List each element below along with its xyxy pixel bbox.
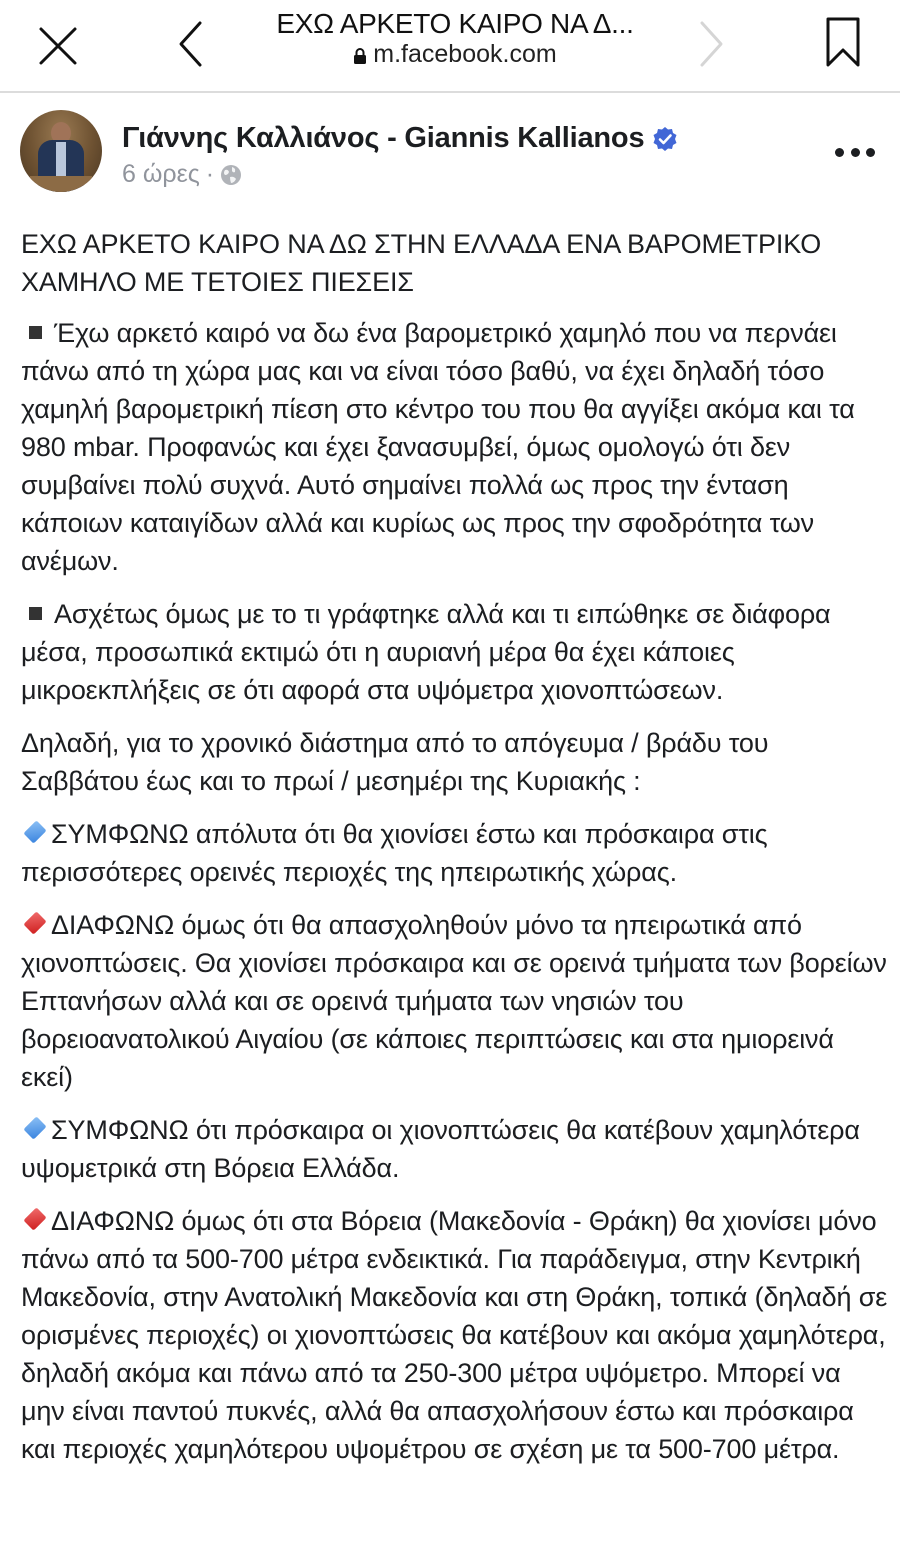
avatar[interactable]: [20, 110, 102, 192]
post-time[interactable]: 6 ώρες: [122, 160, 200, 188]
back-button[interactable]: [170, 16, 210, 72]
verified-badge-icon: [652, 126, 678, 152]
page-title: ΕΧΩ ΑΡΚΕΤΟ ΚΑΙΡΟ ΝΑ Δ...: [276, 8, 634, 39]
post-text: [21, 225, 891, 1483]
blue-diamond-icon: [23, 820, 46, 843]
url-display[interactable]: [250, 40, 660, 69]
post-paragraph: Δηλαδή, για το χρονικό διάστημα από το απόγευμα / βράδυ του Σαββάτου έως και το πρωί / μεσημέρι της Κυριακής :: [21, 728, 769, 796]
red-diamond-icon: [23, 1207, 46, 1230]
square-bullet-icon: [29, 326, 42, 339]
post-paragraph-disagree: ΔΙΑΦΩΝΩ όμως ότι θα απασχοληθούν μόνο τα ηπειρωτικά από χιονοπτώσεις. Θα χιονίσει πρόσκαιρα και σε ορεινά τμήματα των βορείων Επτανήσων αλλά και σε ορεινά τμήματα των νησιών του βορειοανατολικού Αιγαίου (σε κάποιες περιπτώσεις και στα ημιορεινά εκεί): [21, 910, 887, 1092]
bookmark-icon: [824, 16, 862, 68]
post-meta: [122, 160, 242, 189]
chevron-right-icon: [698, 20, 726, 68]
author-name-row: [122, 122, 678, 155]
forward-button[interactable]: [692, 16, 732, 72]
bookmark-button[interactable]: [820, 14, 866, 70]
globe-icon: [220, 164, 242, 186]
chevron-left-icon: [176, 20, 204, 68]
red-diamond-icon: [23, 911, 46, 934]
post-paragraph-disagree: ΔΙΑΦΩΝΩ όμως ότι στα Βόρεια (Μακεδονία - Θράκη) θα χιονίσει μόνο πάνω από τα 500-700 μέτρα ενδεικτικά. Για παράδειγμα, στην Κεντρική Μακεδονία, στην Ανατολική Μακεδονία και στη Θράκη, τοπικά (δηλαδή σε ορισμένες περιοχές) οι χιονοπτώσεις θα κατέβουν και ακόμα χαμηλότερα, δηλαδή ακόμα και πάνω από τα 250-300 μέτρα υψόμετρο. Μπορεί να μην είναι παντού πυκνές, αλλά θα απασχολήσουν έστω και πρόσκαιρα και περιοχές χαμηλότερου υψομέτρου σε σχέση με τα 500-700 μέτρα.: [21, 1206, 888, 1464]
meta-separator: ·: [205, 160, 215, 188]
post-headline: ΕΧΩ ΑΡΚΕΤΟ ΚΑΙΡΟ ΝΑ ΔΩ ΣΤΗΝ ΕΛΛΑΔΑ ΕΝΑ ΒΑΡΟΜΕΤΡΙΚΟ ΧΑΜΗΛΟ ΜΕ ΤΕΤΟΙΕΣ ΠΙΕΣΕΙΣ: [21, 229, 822, 297]
post-paragraph-agree: ΣΥΜΦΩΝΩ ότι πρόσκαιρα οι χιονοπτώσεις θα κατέβουν χαμηλότερα υψομετρικά στη Βόρεια Ελλάδα.: [21, 1115, 860, 1183]
blue-diamond-icon: [23, 1116, 46, 1139]
post-paragraph: Έχω αρκετό καιρό να δω ένα βαρομετρικό χαμηλό που να περνάει πάνω από τη χώρα μας και να είναι τόσο βαθύ, να έχει δηλαδή τόσο χαμηλή βαρομετρική πίεση στο κέντρο του που θα αγγίξει ακόμα και τα 980 mbar. Προφανώς και έχει ξανασυμβεί, όμως ομολογώ ότι δεν συμβαίνει πολύ συχνά. Αυτό σημαίνει πολλά ως προς την ένταση κάποιων καταιγίδων αλλά και κυρίως ως προς την σφοδρότητα των ανέμων.: [21, 318, 855, 576]
close-icon: [37, 25, 79, 67]
author-name[interactable]: Γιάννης Καλλιάνος - Giannis Kallianos: [122, 122, 645, 154]
square-bullet-icon: [29, 607, 42, 620]
post-paragraph-agree: ΣΥΜΦΩΝΩ απόλυτα ότι θα χιονίσει έστω και πρόσκαιρα στις περισσότερες ορεινές περιοχές της ηπειρωτικής χώρας.: [21, 819, 768, 887]
post-header: [0, 100, 900, 210]
url-text: m.facebook.com: [373, 40, 557, 68]
lock-icon: [353, 47, 367, 65]
post-paragraph: Ασχέτως όμως με το τι γράφτηκε αλλά και τι ειπώθηκε σε διάφορα μέσα, προσωπικά εκτιμώ ότι η αυριανή μέρα θα έχει κάποιες μικροεκπλήξεις σε ότι αφορά στα υψόμετρα χιονοπτώσεων.: [21, 599, 831, 705]
close-button[interactable]: [30, 18, 86, 74]
browser-toolbar: [0, 0, 900, 93]
more-dots-icon: [835, 148, 844, 157]
more-options-button[interactable]: [835, 142, 875, 162]
